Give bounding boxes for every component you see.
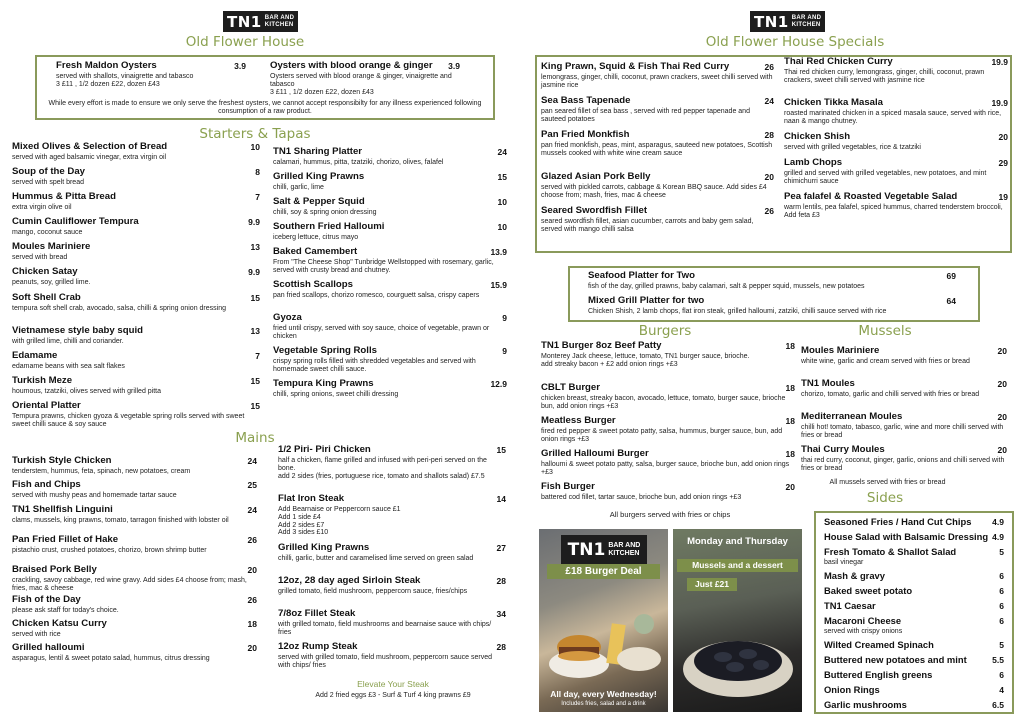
- menu-item-description: with grilled lime, chilli and coriander.: [12, 338, 124, 345]
- menu-item: [12, 326, 260, 346]
- menu-item: [801, 445, 1007, 473]
- left-logo: [223, 11, 298, 32]
- menu-item-description: chilli, soy & spring onion dressing: [273, 209, 377, 216]
- menu-item-name: Lamb Chops: [784, 157, 843, 168]
- menu-item-price: 25: [247, 480, 257, 490]
- menu-item-description: seared swordfish fillet, asian cucumber, carrots and baby gem salad, served with mango chilli salsa: [541, 218, 754, 233]
- menu-item-price: 28: [496, 576, 506, 586]
- menu-item-description: served with crispy onions: [824, 628, 903, 635]
- menu-item-name: Wilted Creamed Spinach: [824, 639, 934, 650]
- menu-item-description: served with bread: [12, 254, 68, 261]
- menu-item-description: pan seared fillet of sea bass , served with red pepper tapenade and sauteed potatoes: [541, 108, 750, 123]
- menu-item-name: TN1 Moules: [801, 378, 855, 389]
- menu-item-name: Moules Mariniere: [12, 241, 91, 252]
- menu-item-name: Seared Swordfish Fillet: [541, 205, 648, 216]
- menu-item: [270, 61, 460, 96]
- menu-item-name: Vietnamese style baby squid: [12, 325, 143, 336]
- menu-item-description: calamari, hummus, pitta, tzatziki, chorizo, olives, falafel: [273, 159, 444, 166]
- menu-item: [824, 655, 1004, 665]
- menu-item: [273, 346, 507, 374]
- menu-item-name: Glazed Asian Pork Belly: [541, 171, 651, 182]
- menu-item-name: TN1 Burger 8oz Beef Patty: [541, 340, 662, 351]
- menu-item-price: 6: [999, 586, 1004, 596]
- menu-item-name: Seafood Platter for Two: [588, 270, 695, 281]
- menu-item: [784, 57, 1008, 85]
- menu-item-description: fried until crispy, served with soy sauce, choice of vegetable, prawn or chicken: [273, 325, 490, 340]
- menu-item: [12, 456, 257, 476]
- menu-item-name: Moules Mariniere: [801, 345, 880, 356]
- menu-item: [824, 517, 1004, 527]
- menu-item-description: tempura soft shell crab, avocado, salsa, chilli & spring onion dressing: [12, 305, 226, 312]
- menu-item-price: 18: [785, 341, 795, 351]
- menu-item: [784, 98, 1008, 126]
- menu-item-name: Buttered new potatoes and mint: [824, 654, 967, 665]
- menu-item-price: 7: [255, 351, 260, 361]
- menu-item-description: From "The Cheese Shop" Tunbridge Wellstopped with rosemary, garlic, served with crusty bread and chutney.: [273, 259, 494, 274]
- menu-item: [12, 142, 260, 162]
- menu-item: [12, 535, 257, 555]
- menu-item: [824, 547, 1004, 567]
- menu-item-description: chilli, garlic, butter and caramelised lime served on green salad: [278, 555, 474, 562]
- mussels-deal-heading: Monday and Thursday: [687, 536, 788, 547]
- menu-item: [273, 379, 507, 399]
- menu-item-description: half a chicken, flame grilled and infused with peri-peri served on the bone. add 2 sides (fries, portuguese rice, tomato and shallots salad) £7.5: [278, 457, 487, 480]
- menu-item: [824, 532, 1004, 542]
- menu-item-name: TN1 Shellfish Linguini: [12, 504, 113, 515]
- menu-item-name: Vegetable Spring Rolls: [273, 345, 377, 356]
- menu-item: [784, 158, 1008, 186]
- menu-item: [278, 576, 506, 596]
- menu-item: [273, 247, 507, 275]
- menu-item: [824, 616, 1004, 636]
- elevate-title: Elevate Your Steak: [357, 679, 429, 689]
- menu-item-description: tenderstem, hummus, feta, spinach, new potatoes, cream: [12, 468, 191, 475]
- menu-item-name: Sea Bass Tapenade: [541, 95, 631, 106]
- menu-item-price: 4: [999, 685, 1004, 695]
- menu-item-name: Salt & Pepper Squid: [273, 196, 365, 207]
- menu-item-price: 7: [255, 192, 260, 202]
- menu-item: [56, 61, 246, 89]
- menu-item: [541, 449, 795, 477]
- menu-item-description: thai red curry, coconut, ginger, garlic, onions and chilli served with fries or bread: [801, 457, 1005, 472]
- menu-item-price: 19.9: [991, 98, 1008, 108]
- menu-item: [273, 197, 507, 217]
- menu-item-description: clams, mussels, king prawns, tomato, tarragon finished with lobster oil: [12, 517, 229, 524]
- menu-item-name: Garlic mushrooms: [824, 699, 907, 710]
- menu-item: [12, 217, 260, 237]
- menu-item-name: Turkish Meze: [12, 375, 73, 386]
- menu-item-name: Seasoned Fries / Hand Cut Chips: [824, 516, 972, 527]
- menu-item-description: pan fried monkfish, peas, mint, asparagus, sauteed new potatoes, Scottish mussels cooked with white wine cream sauce: [541, 142, 773, 157]
- menu-item: [541, 172, 774, 200]
- menu-item: [12, 242, 260, 262]
- menu-item-name: Mash & gravy: [824, 570, 885, 581]
- menu-item-price: 9.9: [248, 217, 260, 227]
- menu-item-name: Cumin Cauliflower Tempura: [12, 216, 139, 227]
- menu-item-price: 15: [250, 293, 260, 303]
- menu-item-description: lemongrass, ginger, chilli, coconut, prawn crackers, sweet chilli served with jasmine rice: [541, 74, 773, 89]
- menu-item-price: 15: [250, 376, 260, 386]
- menu-item: [12, 192, 260, 212]
- menu-item-price: 9.9: [248, 267, 260, 277]
- menu-item-price: 3.9: [234, 61, 246, 71]
- menu-item-name: Thai Curry Moules: [801, 444, 885, 455]
- menu-item: [541, 130, 774, 158]
- menu-item-description: served with aged balsamic vinegar, extra virgin oil: [12, 154, 167, 161]
- menu-item: [588, 271, 956, 291]
- menu-item: [824, 685, 1004, 695]
- menu-item: [801, 346, 1007, 366]
- burger-deal-banner: £18 Burger Deal: [547, 564, 660, 579]
- menu-item: [278, 642, 506, 670]
- menu-item: [278, 609, 506, 637]
- menu-item: [12, 565, 257, 593]
- menu-item: [273, 172, 507, 192]
- menu-item-description: grilled tomato, field mushroom, peppercorn sauce, fries/chips: [278, 588, 468, 595]
- menu-item: [12, 595, 257, 615]
- menu-item-name: Fresh Tomato & Shallot Salad: [824, 546, 957, 557]
- menu-item-price: 14: [496, 494, 506, 504]
- logo-line2: KITCHEN: [791, 21, 821, 28]
- menu-item-price: 18: [247, 619, 257, 629]
- menu-item-name: Scottish Scallops: [273, 279, 353, 290]
- menu-item-name: Fish Burger: [541, 481, 595, 492]
- menu-item-name: Baked sweet potato: [824, 585, 913, 596]
- sides-title: Sides: [866, 490, 904, 506]
- menu-item-price: 20: [997, 379, 1007, 389]
- menu-item-price: 20: [997, 346, 1007, 356]
- mains-title: Mains: [235, 430, 275, 446]
- menu-item-name: Macaroni Cheese: [824, 615, 902, 626]
- logo-line1: BAR AND: [791, 14, 822, 21]
- menu-item-price: 6: [999, 571, 1004, 581]
- menu-item-price: 24: [497, 147, 507, 157]
- menu-item-name: Chicken Shish: [784, 131, 851, 142]
- promo-logo-line2: KITCHEN: [608, 550, 640, 557]
- menu-item-description: chilli hot! tomato, tabasco, garlic, wine and more chilli served with fries or bread: [801, 424, 1004, 439]
- menu-item-description: please ask staff for today's choice.: [12, 607, 119, 614]
- menu-item-description: chilli, garlic, lime: [273, 184, 324, 191]
- menu-item-price: 15: [497, 172, 507, 182]
- mussels-note: All mussels served with fries or bread: [829, 479, 946, 486]
- menu-item-description: served with rice: [12, 631, 61, 638]
- menu-item-description: chicken breast, streaky bacon, avocado, lettuce, tomato, burger sauce, brioche bun, add onion rings +£3: [541, 395, 786, 410]
- menu-item-price: 24: [247, 456, 257, 466]
- menu-item-price: 9: [502, 346, 507, 356]
- promo-logo-line1: BAR AND: [608, 542, 641, 549]
- right-page-title: Old Flower House Specials: [705, 34, 885, 50]
- menu-item-name: Fresh Maldon Oysters: [56, 60, 157, 71]
- menu-item: [12, 505, 257, 525]
- menu-item-price: 18: [785, 449, 795, 459]
- menu-item-price: 6.5: [992, 700, 1004, 710]
- menu-item-price: 4.9: [992, 517, 1004, 527]
- menu-item-price: 20: [997, 412, 1007, 422]
- menu-item-description: grilled and served with grilled vegetables, new potatoes, and mint chimichurri sauce: [784, 170, 987, 185]
- menu-item-name: Onion Rings: [824, 684, 880, 695]
- logo-line1: BAR AND: [264, 14, 295, 21]
- menu-item-name: TN1 Sharing Platter: [273, 146, 363, 157]
- menu-item-name: Hummus & Pitta Bread: [12, 191, 116, 202]
- menu-item-description: basil vinegar: [824, 559, 864, 566]
- menu-item: [273, 222, 507, 242]
- mussels-title: Mussels: [858, 323, 912, 339]
- logo-mark: TN1: [754, 12, 789, 31]
- menu-item-name: House Salad with Balsamic Dressing: [824, 531, 989, 542]
- mussels-deal-price: Just £21: [687, 578, 737, 591]
- menu-item-name: Tempura King Prawns: [273, 378, 374, 389]
- menu-item-price: 18: [785, 416, 795, 426]
- menu-item-price: 10: [250, 142, 260, 152]
- menu-item-description: halloumi & sweet potato patty, salsa, burger sauce, brioche bun, add onion rings +£3: [541, 461, 790, 476]
- menu-item-description: extra virgin olive oil: [12, 204, 72, 211]
- menu-item-description: mango, coconut sauce: [12, 229, 83, 236]
- menu-item-description: peanuts, soy, grilled lime.: [12, 279, 91, 286]
- menu-item-name: Oysters with blood orange & ginger: [270, 60, 433, 71]
- menu-item-price: 26: [764, 62, 774, 72]
- mussels-deal-promo: [673, 529, 802, 712]
- menu-item: [273, 313, 507, 341]
- menu-item: [278, 445, 506, 480]
- menu-item-description: fish of the day, grilled prawns, baby calamari, salt & pepper squid, mussels, new potatoes: [588, 283, 865, 290]
- menu-item: [273, 280, 507, 300]
- menu-item-price: 26: [247, 535, 257, 545]
- menu-item-name: Pan Fried Fillet of Hake: [12, 534, 119, 545]
- menu-item-name: Mixed Olives & Selection of Bread: [12, 141, 168, 152]
- menu-item-name: Pea falafel & Roasted Vegetable Salad: [784, 191, 958, 202]
- menu-item-price: 13: [250, 242, 260, 252]
- menu-item-price: 18: [785, 383, 795, 393]
- menu-item-price: 5: [999, 640, 1004, 650]
- menu-item: [824, 640, 1004, 650]
- menu-item-name: Chicken Satay: [12, 266, 78, 277]
- menu-item-price: 26: [764, 206, 774, 216]
- menu-item-name: Oriental Platter: [12, 400, 81, 411]
- menu-item-description: chorizo, tomato, garlic and chilli served with fries or bread: [801, 391, 980, 398]
- menu-item-price: 15.9: [490, 280, 507, 290]
- menu-item-description: with grilled tomato, field mushrooms and bearnaise sauce with chips/ fries: [278, 621, 492, 636]
- mussels-photo-icon: [673, 529, 802, 712]
- burgers-title: Burgers: [638, 323, 692, 339]
- menu-item-price: 28: [496, 642, 506, 652]
- menu-item-description: Add Bearnaise or Peppercorn sauce £1 Add 1 side £4 Add 2 sides £7 Add 3 sides £10: [278, 506, 401, 537]
- menu-item: [12, 293, 260, 313]
- menu-item-description: served with pickled carrots, cabbage & Korean BBQ sauce. Add sides £4 choose from; mash, fries, mac & cheese: [541, 184, 767, 199]
- menu-item: [824, 571, 1004, 581]
- menu-item: [541, 206, 774, 234]
- menu-item: [824, 670, 1004, 680]
- menu-item-description: iceberg lettuce, citrus mayo: [273, 234, 359, 241]
- menu-item-name: Chicken Katsu Curry: [12, 618, 107, 629]
- menu-item-price: 6: [999, 601, 1004, 611]
- menu-item-price: 28: [764, 130, 774, 140]
- menu-item-price: 20: [785, 482, 795, 492]
- menu-item-description: served with grilled tomato, field mushroom, peppercorn sauce served with chips/ fries: [278, 654, 492, 669]
- menu-item-description: crackling, savoy cabbage, red wine gravy. Add sides £4 choose from; mash, fries, mac & cheese: [12, 577, 247, 592]
- starters-title: Starters & Tapas: [199, 126, 311, 142]
- menu-item: [541, 62, 774, 90]
- menu-item-description: Chicken Shish, 2 lamb chops, flat iron steak, grilled halloumi, zatziki, chilli sauce served with rice: [588, 308, 887, 315]
- logo-line2: KITCHEN: [264, 21, 294, 28]
- menu-item: [801, 412, 1007, 440]
- menu-item: [12, 619, 257, 639]
- menu-item-description: Oysters served with blood orange & ginger, vinaigrette and tabasco 3 £11 , 1/2 dozen £22, dozen £43: [270, 73, 452, 96]
- menu-item-name: Turkish Style Chicken: [12, 455, 112, 466]
- menu-item-description: served with spelt bread: [12, 179, 84, 186]
- menu-item-name: Chicken Tikka Masala: [784, 97, 884, 108]
- menu-item: [12, 267, 260, 287]
- promo-logo-mark: TN1: [567, 540, 606, 560]
- burgers-note: All burgers served with fries or chips: [609, 510, 731, 519]
- menu-item-name: 1/2 Piri- Piri Chicken: [278, 444, 371, 455]
- menu-item-name: Gyoza: [273, 312, 302, 323]
- menu-item-description: houmous, tzatziki, olives served with grilled pitta: [12, 388, 162, 395]
- menu-item-description: chilli, spring onions, sweet chilli dressing: [273, 391, 399, 398]
- menu-item-price: 20: [247, 643, 257, 653]
- menu-item-price: 20: [998, 132, 1008, 142]
- menu-item-price: 13: [250, 326, 260, 336]
- menu-item: [784, 192, 1008, 220]
- menu-item: [273, 147, 507, 167]
- menu-item-price: 4.9: [992, 532, 1004, 542]
- menu-item-name: Thai Red Chicken Curry: [784, 56, 893, 67]
- menu-item-price: 10: [497, 197, 507, 207]
- menu-item: [12, 480, 257, 500]
- menu-item-description: fired red pepper & sweet potato patty, salsa, hummus, burger sauce, bun, add onion rings +£3: [541, 428, 783, 443]
- menu-item: [801, 379, 1007, 399]
- menu-item-name: Southern Fried Halloumi: [273, 221, 385, 232]
- menu-item-description: asparagus, lentil & sweet potato salad, hummus, citrus dressing: [12, 655, 210, 662]
- menu-item-name: Soup of the Day: [12, 166, 86, 177]
- menu-item-name: 12oz, 28 day aged Sirloin Steak: [278, 575, 421, 586]
- menu-item-name: Braised Pork Belly: [12, 564, 97, 575]
- menu-item-price: 19: [998, 192, 1008, 202]
- menu-item-price: 6: [999, 670, 1004, 680]
- menu-item-price: 64: [946, 296, 956, 306]
- menu-item-name: Soft Shell Crab: [12, 292, 81, 303]
- menu-item-price: 8: [255, 167, 260, 177]
- menu-item-name: Edamame: [12, 350, 58, 361]
- menu-item-name: Fish and Chips: [12, 479, 81, 490]
- menu-item-price: 13.9: [490, 247, 507, 257]
- menu-item-name: Meatless Burger: [541, 415, 616, 426]
- menu-item-price: 34: [496, 609, 506, 619]
- menu-item-name: Mediterranean Moules: [801, 411, 903, 422]
- menu-item: [12, 643, 257, 663]
- burger-deal-promo: [539, 529, 668, 712]
- menu-item-price: 20: [764, 172, 774, 182]
- menu-item-name: CBLT Burger: [541, 382, 600, 393]
- logo-mark: TN1: [227, 12, 262, 31]
- menu-item-price: 24: [764, 96, 774, 106]
- menu-item-price: 24: [247, 505, 257, 515]
- menu-item-price: 20: [997, 445, 1007, 455]
- menu-item-name: Flat Iron Steak: [278, 493, 345, 504]
- elevate-text: Add 2 fried eggs £3 - Surf & Turf 4 king prawns £9: [315, 692, 471, 699]
- menu-item-price: 9: [502, 313, 507, 323]
- menu-item-name: Mixed Grill Platter for two: [588, 295, 705, 306]
- menu-item-price: 19.9: [991, 57, 1008, 67]
- menu-item: [12, 167, 260, 187]
- menu-item: [588, 296, 956, 316]
- menu-item-description: Tempura prawns, chicken gyoza & vegetable spring rolls served with sweet sweet chilli sauce & soy sauce: [12, 413, 245, 428]
- menu-item-name: Baked Camembert: [273, 246, 358, 257]
- menu-item-price: 26: [247, 595, 257, 605]
- menu-item: [12, 351, 260, 371]
- menu-item-description: pan fried scallops, chorizo romesco, courguett salsa, crispy capers: [273, 292, 480, 299]
- menu-item: [541, 341, 795, 369]
- menu-item-name: Pan Fried Monkfish: [541, 129, 630, 140]
- left-page-title: Old Flower House: [185, 34, 305, 50]
- menu-item-price: 6: [999, 616, 1004, 626]
- menu-item-price: 27: [496, 543, 506, 553]
- menu-item-description: warm lentils, pea falafel, spiced hummus, charred tenderstem broccoli, Add feta £3: [784, 204, 1003, 219]
- menu-item: [541, 482, 795, 502]
- menu-item-name: Grilled King Prawns: [278, 542, 370, 553]
- menu-item: [541, 96, 774, 124]
- menu-item-name: TN1 Caesar: [824, 600, 876, 611]
- menu-item-price: 5.5: [992, 655, 1004, 665]
- menu-item-price: 10: [497, 222, 507, 232]
- menu-item-description: white wine, garlic and cream served with fries or bread: [801, 358, 970, 365]
- menu-item: [824, 586, 1004, 596]
- menu-item: [824, 700, 1004, 710]
- menu-item-name: Fish of the Day: [12, 594, 81, 605]
- menu-item: [12, 401, 260, 429]
- menu-item-name: 7/8oz Fillet Steak: [278, 608, 356, 619]
- menu-item-description: pistachio crust, crushed potatoes, chorizo, brown shrimp butter: [12, 547, 207, 554]
- menu-item-description: Thai red chicken curry, lemongrass, ginger, chilli, coconut, prawn crackers, sweet chilli served with jasmine rice: [784, 69, 985, 84]
- menu-item-name: 12oz Rump Steak: [278, 641, 358, 652]
- menu-item-name: King Prawn, Squid & Fish Thai Red Curry: [541, 61, 730, 72]
- menu-item: [541, 416, 795, 444]
- menu-item-price: 29: [998, 158, 1008, 168]
- menu-item-description: edamame beans with sea salt flakes: [12, 363, 125, 370]
- menu-item-description: battered cod fillet, tartar sauce, brioche bun, add onion rings +£3: [541, 494, 742, 501]
- menu-item-name: Buttered English greens: [824, 669, 933, 680]
- burger-deal-footer2: Includes fries, salad and a drink: [561, 701, 646, 707]
- menu-item-description: served with grilled vegetables, rice & tzatziki: [784, 144, 921, 151]
- menu-item-name: Grilled Halloumi Burger: [541, 448, 649, 459]
- oyster-disclaimer: While every effort is made to ensure we only serve the freshest oysters, we cannot accept responsibilty for any illness experienced following consumption of a raw product.: [48, 100, 482, 115]
- menu-item-description: crispy spring rolls filled with shredded vegetables and served with homemade sweet chilli sauce.: [273, 358, 476, 373]
- menu-item: [278, 543, 506, 563]
- burger-deal-footer: All day, every Wednesday!: [550, 689, 657, 699]
- menu-item-description: Monterey Jack cheese, lettuce, tomato, TN1 burger sauce, brioche. add streaky bacon + £2 add onion rings +£3: [541, 353, 750, 368]
- menu-item: [12, 376, 260, 396]
- menu-item: [784, 132, 1008, 152]
- menu-item-price: 20: [247, 565, 257, 575]
- menu-item-name: Grilled King Prawns: [273, 171, 365, 182]
- menu-item: [541, 383, 795, 411]
- menu-item-description: served with mushy peas and homemade tartar sauce: [12, 492, 177, 499]
- mussels-deal-sub: Mussels and a dessert: [677, 559, 798, 572]
- menu-item-name: Grilled halloumi: [12, 642, 85, 653]
- menu-item-description: roasted marinated chicken in a spiced masala sauce, served with rice, naan & mango chutney.: [784, 110, 1002, 125]
- menu-item: [824, 601, 1004, 611]
- menu-item-price: 3.9: [448, 61, 460, 71]
- menu-item-price: 15: [496, 445, 506, 455]
- menu-item: [278, 494, 506, 537]
- menu-item-price: 5: [999, 547, 1004, 557]
- menu-item-price: 15: [250, 401, 260, 411]
- right-logo: [750, 11, 825, 32]
- menu-item-price: 12.9: [490, 379, 507, 389]
- menu-item-description: served with shallots, vinaigrette and tabasco 3 £11 , 1/2 dozen £22, dozen £43: [56, 73, 194, 88]
- menu-item-price: 69: [946, 271, 956, 281]
